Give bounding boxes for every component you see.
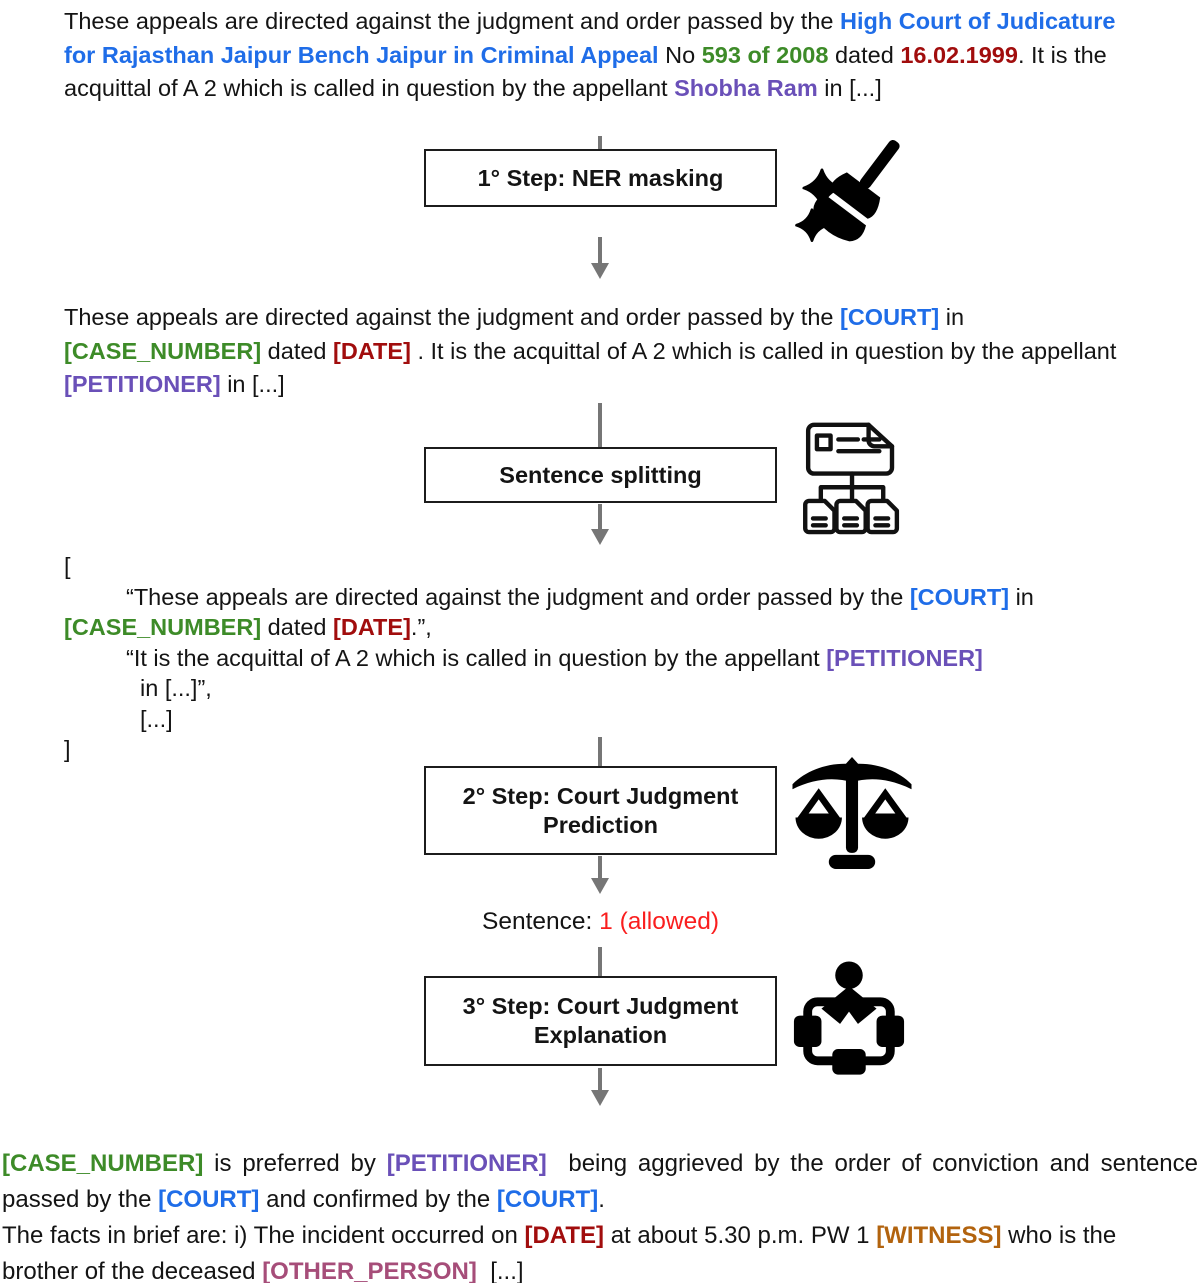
entity-date_red: [DATE] [333, 614, 411, 640]
text-segment: “It is the acquittal of A 2 which is called in question by the appellant [126, 644, 827, 671]
text-segment: No [658, 41, 702, 68]
text-segment: “These appeals are directed against the judgment and order passed by the [126, 583, 910, 610]
sentence-list [64, 551, 1139, 765]
text-segment: [ [64, 553, 71, 579]
text-segment: in [...]”, [140, 675, 212, 701]
arrow-head [591, 263, 609, 279]
entity-other_person_magenta: [OTHER_PERSON] [262, 1258, 477, 1283]
text-segment: dated [828, 41, 901, 68]
text-segment: dated [261, 614, 334, 640]
text-segment: at about 5.30 p.m. PW 1 [604, 1222, 877, 1249]
entity-court_blue: [COURT] [496, 1186, 599, 1213]
arrow-line [598, 504, 602, 530]
text-segment: [...] [140, 705, 173, 732]
text-segment: in [...] [220, 371, 285, 397]
text-segment: and confirmed by the [259, 1186, 497, 1213]
sentence-splitting-box [424, 447, 777, 503]
scales-of-justice-icon [786, 757, 918, 873]
text-segment: being aggrieved by the order of conviction and sentence passed by the [2, 1150, 1198, 1213]
entity-witness_orange: [WITNESS] [876, 1222, 1002, 1249]
entity-court_blue: [COURT] [158, 1186, 260, 1213]
entity-petitioner_purple: [PETITIONER] [64, 371, 221, 397]
arrow-head [591, 1090, 609, 1106]
step3-label: 2° Step: Court Judgment Prediction [462, 782, 739, 838]
text-segment: These appeals are directed against the judgment and order passed by the [64, 304, 841, 330]
entity-court_blue: High Court of Judicature for Rajasthan Jaipur Bench Jaipur in Criminal Appeal [64, 8, 1116, 68]
entity-court_blue: [COURT] [909, 583, 1010, 610]
explanation-paragraph-1 [2, 1146, 1198, 1218]
arrow-line [598, 1068, 602, 1091]
entity-court_blue: [COURT] [840, 304, 940, 330]
broom-sparkles-icon [792, 138, 910, 248]
text-segment: who is the brother of the deceased [2, 1222, 1117, 1283]
explanation-paragraph-2 [2, 1218, 1198, 1283]
text-segment: . [598, 1186, 605, 1213]
entity-allowed_red: 1 (allowed) [599, 908, 719, 935]
entity-petitioner_purple: Shobha Ram [674, 75, 818, 101]
list-line [64, 551, 1139, 582]
text-segment: . It is the acquittal of A 2 which is called in question by the appellant [64, 41, 1107, 101]
flowchart-person-icon [790, 960, 908, 1079]
text-segment: These appeals are directed against the judgment and order passed by the [64, 8, 841, 34]
text-segment: .”, [410, 614, 432, 640]
document-split-icon [794, 419, 912, 536]
text-segment: Sentence: [482, 908, 600, 935]
text-segment: . It is the acquittal of A 2 which is called in question by the appellant [410, 337, 1117, 364]
list-line [64, 673, 1139, 704]
text-segment: [...] [476, 1258, 524, 1283]
connector-line [598, 136, 602, 149]
entity-case_green: [CASE_NUMBER] [64, 614, 262, 640]
arrow-line [598, 856, 602, 879]
entity-date_red: [DATE] [333, 337, 411, 364]
list-line [64, 582, 1139, 613]
entity-date_red: [DATE] [524, 1222, 605, 1249]
text-segment: The facts in brief are: i) The incident occurred on [2, 1222, 525, 1249]
masked-text-paragraph [64, 301, 1120, 402]
step3-judgment-explanation-box [424, 976, 777, 1066]
text-segment: in [939, 304, 965, 330]
entity-date_red: 16.02.1999 [900, 41, 1018, 68]
step2-judgment-prediction-box [424, 766, 777, 855]
arrow-head [591, 529, 609, 545]
step1-ner-masking-box [424, 149, 777, 207]
step1-label: 1° Step: NER masking [477, 164, 724, 191]
entity-case_green: [CASE_NUMBER] [64, 337, 262, 364]
original-text-paragraph [64, 5, 1120, 106]
arrow-line [598, 737, 602, 766]
list-line [64, 612, 1139, 643]
text-segment: in [1009, 583, 1034, 610]
list-line [64, 643, 1139, 674]
step2-label: Sentence splitting [499, 461, 702, 488]
arrow-line [598, 403, 602, 447]
text-segment: in [...] [817, 75, 882, 101]
text-segment: ] [64, 736, 71, 762]
arrow-line [598, 947, 602, 976]
entity-case_green: [CASE_NUMBER] [2, 1150, 204, 1177]
text-segment: is preferred by [203, 1150, 387, 1177]
explanation-output [2, 1146, 1198, 1283]
text-segment: dated [261, 337, 334, 364]
arrow-line [598, 237, 602, 264]
list-line [64, 704, 1139, 735]
prediction-result-text [404, 908, 797, 936]
entity-case_green: 593 of 2008 [701, 41, 829, 68]
entity-petitioner_purple: [PETITIONER] [826, 644, 983, 671]
step4-label: 3° Step: Court Judgment Explanation [462, 993, 739, 1048]
entity-petitioner_purple: [PETITIONER] [386, 1150, 547, 1177]
arrow-head [591, 878, 609, 894]
